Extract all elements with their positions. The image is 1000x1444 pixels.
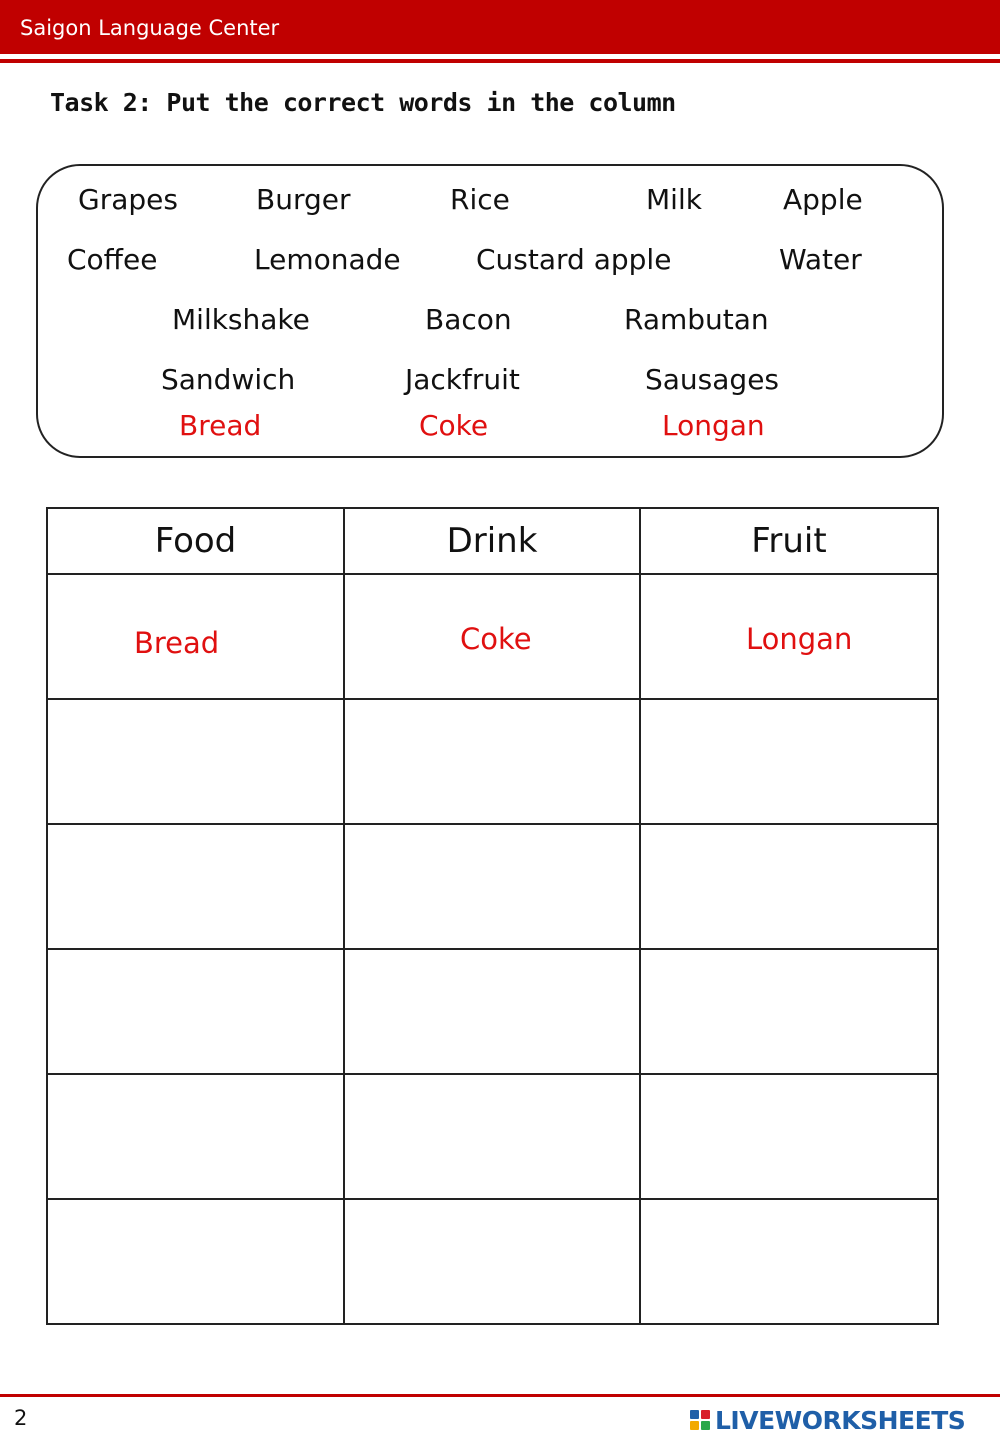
sorting-table: [46, 507, 939, 1325]
word-bank-item[interactable]: Water: [779, 243, 862, 276]
header-rule: [0, 59, 1000, 63]
drop-cell-fruit[interactable]: [640, 824, 938, 949]
drop-cell-drink[interactable]: [344, 1199, 640, 1324]
word-bank-answer[interactable]: Bread: [179, 409, 262, 442]
word-bank-item[interactable]: Jackfruit: [405, 363, 520, 396]
logo-square-icon: [701, 1421, 710, 1430]
logo-square-icon: [690, 1410, 699, 1419]
drop-cell-drink[interactable]: [344, 574, 640, 699]
word-bank-item[interactable]: Apple: [783, 183, 863, 216]
word-bank-item[interactable]: Grapes: [78, 183, 178, 216]
drop-cell-food[interactable]: [47, 699, 344, 824]
word-bank-item[interactable]: Milkshake: [172, 303, 310, 336]
drop-cell-food[interactable]: [47, 574, 344, 699]
word-bank-item[interactable]: Bacon: [425, 303, 512, 336]
drop-cell-fruit[interactable]: [640, 574, 938, 699]
footer-rule: [0, 1394, 1000, 1397]
liveworksheets-logo[interactable]: [690, 1404, 965, 1436]
drop-cell-drink[interactable]: [344, 699, 640, 824]
word-bank-answer[interactable]: Coke: [419, 409, 489, 442]
word-bank-item[interactable]: Coffee: [67, 243, 158, 276]
column-header-drink: Drink: [344, 508, 640, 574]
brand-name: LIVEWORKSHEETS: [715, 1405, 966, 1435]
table-row: [47, 574, 938, 699]
table-row: [47, 1199, 938, 1324]
word-bank-item[interactable]: Sausages: [645, 363, 780, 396]
liveworksheets-icon: [690, 1410, 710, 1430]
word-bank-item[interactable]: Rambutan: [624, 303, 769, 336]
word-bank-item[interactable]: Sandwich: [161, 363, 296, 396]
drop-cell-food[interactable]: [47, 1199, 344, 1324]
placed-answer-drink[interactable]: Coke: [460, 622, 532, 656]
column-header-fruit: Fruit: [640, 508, 938, 574]
logo-square-icon: [701, 1410, 710, 1419]
drop-cell-drink[interactable]: [344, 949, 640, 1074]
page-number: 2: [14, 1406, 28, 1430]
drop-cell-fruit[interactable]: [640, 949, 938, 1074]
word-bank-item[interactable]: Lemonade: [254, 243, 401, 276]
table-row: [47, 1074, 938, 1199]
drop-cell-food[interactable]: [47, 824, 344, 949]
table-header-row: [47, 508, 938, 574]
drop-cell-food[interactable]: [47, 949, 344, 1074]
drop-cell-fruit[interactable]: [640, 1074, 938, 1199]
word-bank-item[interactable]: Custard apple: [476, 243, 672, 276]
header-title: Saigon Language Center: [20, 16, 280, 40]
word-bank-item[interactable]: Burger: [256, 183, 351, 216]
drop-cell-drink[interactable]: [344, 1074, 640, 1199]
table-row: [47, 699, 938, 824]
placed-answer-fruit[interactable]: Longan: [746, 622, 853, 656]
logo-square-icon: [690, 1421, 699, 1430]
word-bank-item[interactable]: Rice: [450, 183, 510, 216]
drop-cell-fruit[interactable]: [640, 1199, 938, 1324]
column-header-food: Food: [47, 508, 344, 574]
drop-cell-drink[interactable]: [344, 824, 640, 949]
placed-answer-food[interactable]: Bread: [134, 626, 220, 660]
task-title: Task 2: Put the correct words in the column: [50, 88, 676, 117]
word-bank-item[interactable]: Milk: [646, 183, 702, 216]
word-bank-answer[interactable]: Longan: [662, 409, 765, 442]
drop-cell-food[interactable]: [47, 1074, 344, 1199]
table-row: [47, 949, 938, 1074]
table-row: [47, 824, 938, 949]
drop-cell-fruit[interactable]: [640, 699, 938, 824]
